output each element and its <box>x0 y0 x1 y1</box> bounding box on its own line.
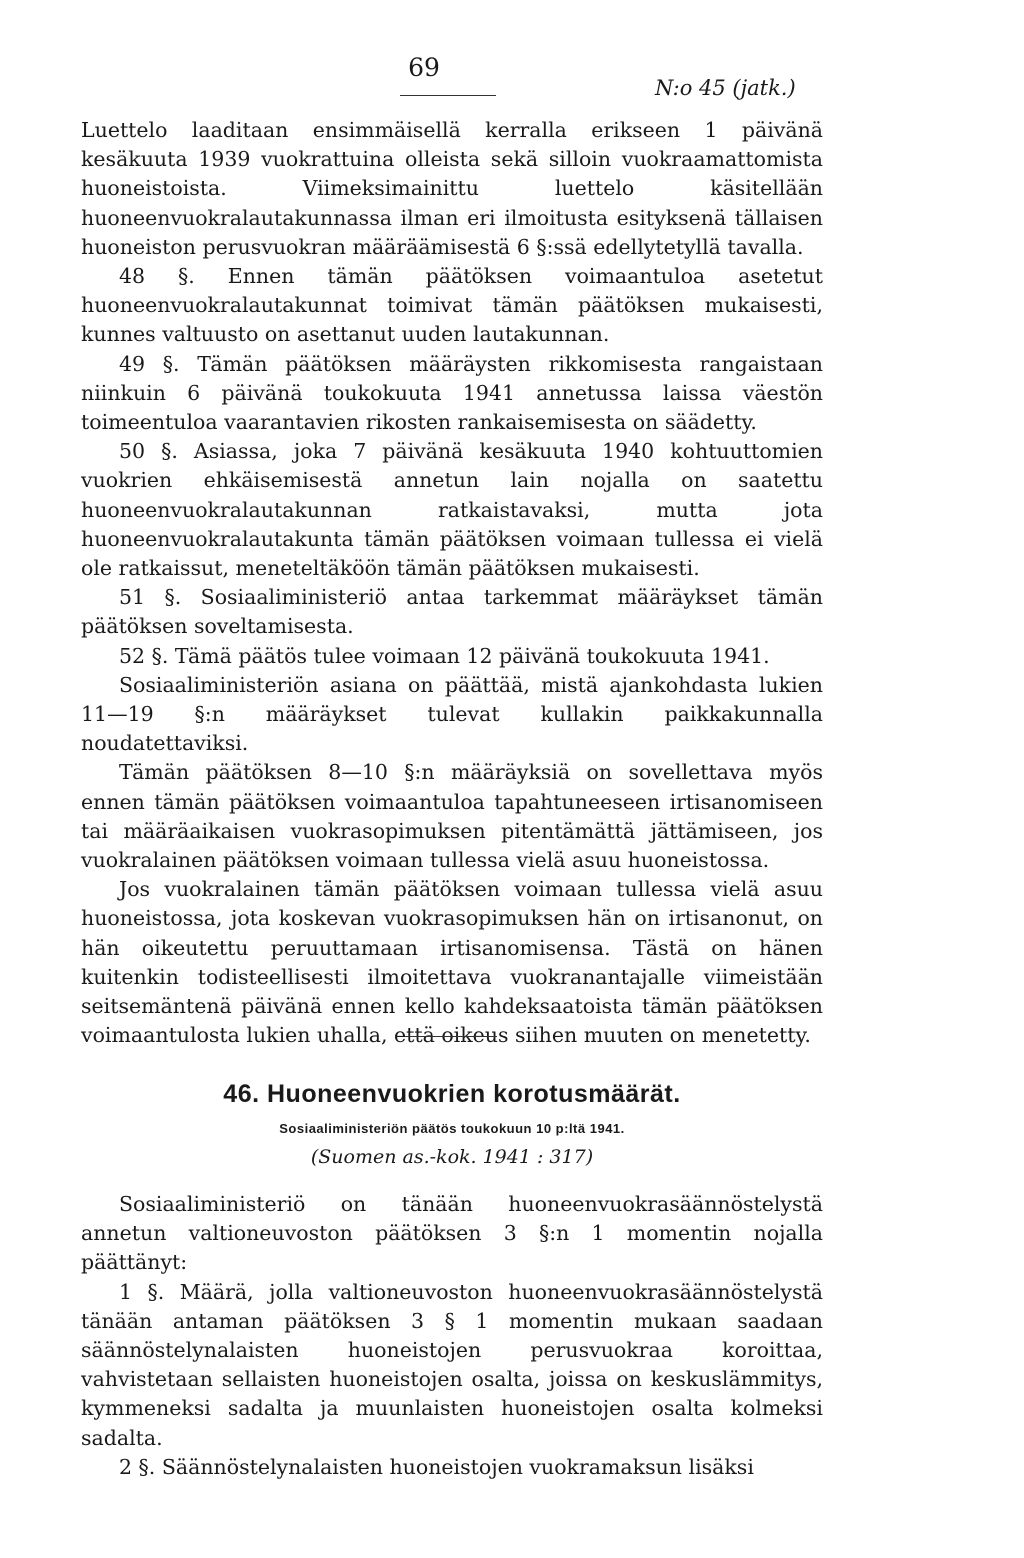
section-divider <box>405 1036 497 1037</box>
paragraph-2: 2 §. Säännöstelynalaisten huoneistojen vuokramaksun lisäksi <box>119 1454 754 1479</box>
section-citation: (Suomen as.-kok. 1941 : 317) <box>310 1146 594 1168</box>
page-number: 69 <box>408 53 440 82</box>
body-text-upper <box>81 116 823 1051</box>
paragraph-52: 52 §. Tämä päätös tulee voimaan 12 päivänä toukokuuta 1941. <box>119 643 770 668</box>
paragraph: Tämän päätöksen 8—10 §:n määräyksiä on sovellettava myös ennen tämän päätöksen voimaantuloa tapahtuneeseen irtisanomiseen tai määräaikaisen vuokrasopimuksen pitentämättä jättämiseen, jos vuokralainen päätöksen voimaan tullessa vielä asuu huoneistossa. <box>81 760 823 873</box>
header-rule <box>400 95 496 96</box>
paragraph-51: 51 §. Sosiaaliministeriö antaa tarkemmat määräykset tämän päätöksen soveltamisesta. <box>81 585 823 639</box>
body-text-lower <box>81 1190 823 1482</box>
paragraph: Sosiaaliministeriön asiana on päättää, mistä ajankohdasta lukien 11—19 §:n määräykset tulevat kullakin paikkakunnalla noudatettaviksi. <box>81 672 823 756</box>
paragraph: Jos vuokralainen tämän päätöksen voimaan tullessa vielä asuu huoneistossa, jota koskevan vuokrasopimuksen hän on irtisanonut, on hän oikeutettu peruuttamaan irtisanomisensa. Tästä on hänen kuitenkin todisteellisesti ilmoitettava vuokranantajalle viimeistään seitsemäntenä päivänä ennen kello kahdeksaatoista tämän päätöksen voimaantulosta lukien uhalla, että oikeus siihen muuten on menetetty. <box>81 877 823 1048</box>
continuation-label: N:o 45 (jatk.) <box>655 76 796 100</box>
section-subtitle: Sosiaaliministeriön päätös toukokuun 10 p:ltä 1941. <box>279 1121 625 1136</box>
paragraph: Luettelo laaditaan ensimmäisellä kerralla erikseen 1 päivänä kesäkuuta 1939 vuokrattuina olleista sekä silloin vuokraamattomista huoneistoista. Viimeksimainittu luettelo käsitellään huoneenvuokralautakunnassa ilman eri ilmoitusta esityksenä tällaisen huoneiston perusvuokran määräämisestä 6 §:ssä edellytetyllä tavalla. <box>81 118 823 259</box>
paragraph-48: 48 §. Ennen tämän päätöksen voimaantuloa asetetut huoneenvuokralautakunnat toimivat tämän päätöksen mukaisesti, kunnes valtuusto on asettanut uuden lautakunnan. <box>81 264 823 347</box>
paragraph: Sosiaaliministeriö on tänään huoneenvuokrasäännöstelystä annetun valtioneuvoston päätöksen 3 §:n 1 momentin nojalla päättänyt: <box>81 1192 823 1275</box>
paragraph-50: 50 §. Asiassa, joka 7 päivänä kesäkuuta 1940 kohtuuttomien vuokrien ehkäisemisestä annetun lain nojalla on saatettu huoneenvuokralautakunnan ratkaistavaksi, mutta jota huoneenvuokralautakunta tämän päätöksen voimaan tullessa ei vielä ole ratkaissut, meneteltäköön tämän päätöksen mukaisesti. <box>81 439 823 581</box>
paragraph-49: 49 §. Tämän päätöksen määräysten rikkomisesta rangaistaan niinkuin 6 päivänä toukokuuta 1941 annetussa laissa väestön toimeentuloa vaarantavien rikosten rankaisemisesta on säädetty. <box>81 351 823 435</box>
paragraph-1: 1 §. Määrä, jolla valtioneuvoston huoneenvuokrasäännöstelystä tänään antaman päätöksen 3 § 1 momentin mukaan saadaan säännöstelynalaisten huoneistojen perusvuokraa koroittaa, vahvistetaan sellaisten huoneistojen osalta, joissa on keskuslämmitys, kymmeneksi sadalta ja muunlaisten huoneistojen osalta kolmeksi sadalta. <box>81 1279 823 1450</box>
section-title: 46. Huoneenvuokrien korotusmäärät. <box>223 1080 681 1108</box>
